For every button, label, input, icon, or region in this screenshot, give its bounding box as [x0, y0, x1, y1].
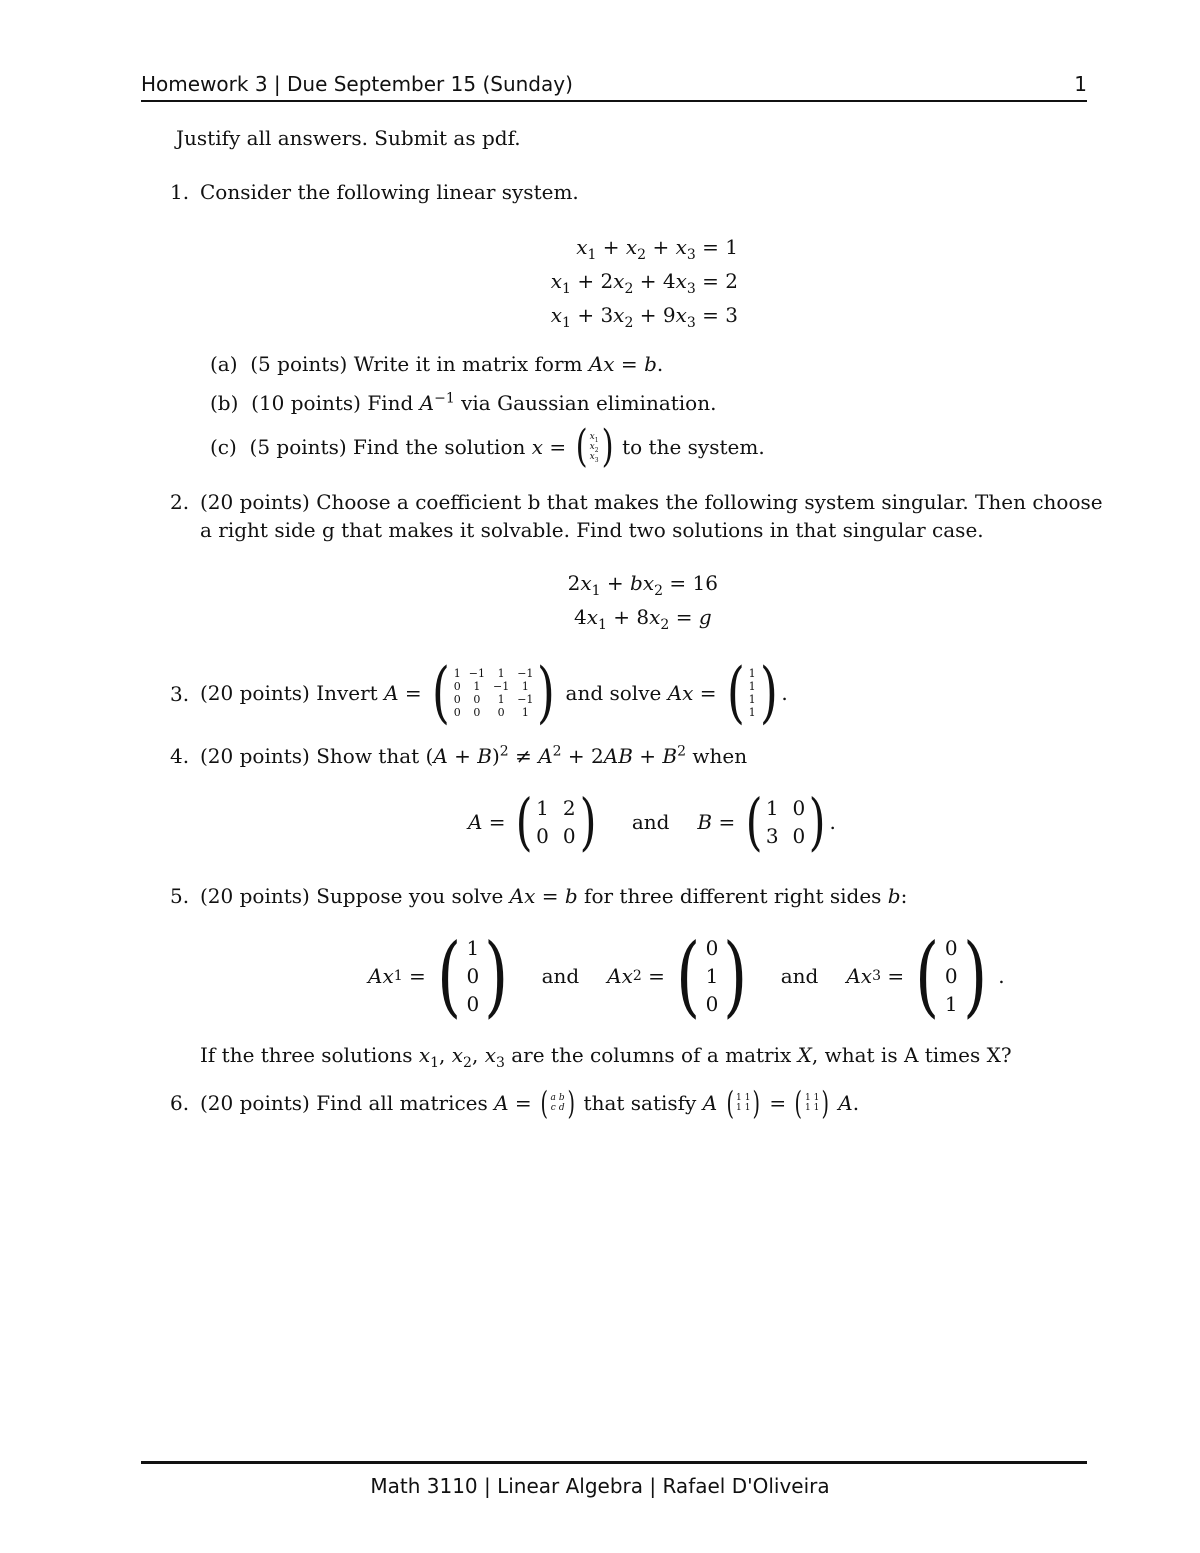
q1-number: 1.: [170, 180, 190, 204]
matrix-entry: 1: [813, 1103, 820, 1113]
q5-line: (20 points) Suppose you solve Ax = b for three different right sides b:: [200, 884, 908, 908]
q5-followup: If the three solutions $x_1$, $x_2$, $x_3$ are the columns of a matrix X, what is A times X?: [200, 1043, 1012, 1071]
matrix-entry: 0: [792, 824, 806, 848]
q2-line-1: (20 points) Choose a coefficient b that makes the following system singular. Then choose: [200, 490, 1103, 514]
matrix-entry: 0: [705, 936, 719, 960]
footer-text: Math 3110 | Linear Algebra | Rafael D'Oliveira: [370, 1474, 830, 1498]
matrix-entry: b: [558, 1093, 565, 1103]
q3-line: (20 points) Invert A = ( 1 −1 1 −1 0 1 −1 1 0 0 1 −1 0 0 0 1 ) and solve Ax = ( 1 1 1 1 ) .: [200, 654, 788, 731]
matrix-entry: d: [558, 1103, 565, 1113]
q5-equations: Ax 1 = ( 1 0 0 ) and Ax 2 = ( 0 1 0 ) and Ax 3 = ( 0 0 1 ) .: [368, 924, 1005, 1027]
q1c-label: (c): [210, 435, 237, 459]
q3-matrix-A: ( 1 −1 1 −1 0 1 −1 1 0 0 1 −1 0 0 0 1 ): [431, 654, 556, 731]
matrix-entry: 1: [453, 667, 461, 680]
vector-entry: $x_1$: [589, 432, 599, 444]
q1a-text: (5 points) Write it in matrix form: [250, 352, 583, 376]
q1b-text: (10 points) Find: [251, 391, 414, 415]
matrix-entry: −1: [468, 667, 485, 680]
matrix-entry: 1: [521, 680, 529, 693]
q4-number: 4.: [170, 744, 190, 768]
q1-equation-1: $x_1 + x_2 + x_3 = 1$: [576, 235, 738, 263]
q4-text: (20 points) Show that: [200, 744, 420, 768]
q4-and: and: [631, 810, 670, 834]
matrix-entry: c: [550, 1103, 556, 1113]
matrix-entry: 1: [521, 706, 529, 719]
matrix-entry: 0: [944, 964, 958, 988]
q1-equation-2: $x_1 + 2x_2 + 4x_3 = 2$: [550, 269, 738, 297]
matrix-entry: 3: [765, 824, 779, 848]
q1-rhs-2: 2: [725, 269, 738, 293]
q5-and-2: and: [780, 964, 819, 988]
matrix-entry: 1: [765, 796, 779, 820]
q2-equation-2: $4x_1 + 8x_2 = g$: [574, 605, 712, 633]
matrix-entry: 1: [466, 936, 480, 960]
matrix-entry: 2: [562, 796, 576, 820]
matrix-entry: 0: [466, 964, 480, 988]
matrix-entry: 1: [748, 680, 756, 693]
matrix-entry: −1: [492, 680, 510, 693]
q6-line: (20 points) Find all matrices A = ( a b c d ) that satisfy A ( 1 1 1 1 ) = ( 1 1 1 1 ) A .: [200, 1084, 860, 1122]
header-title: Homework 3 | Due September 15 (Sunday): [141, 72, 573, 96]
matrix-entry: 0: [944, 936, 958, 960]
q1c-solution-vector: ( $x_1$ $x_2$ $x_3$ ): [575, 421, 614, 472]
matrix-entry: 0: [466, 992, 480, 1016]
matrix-entry: 1: [473, 680, 481, 693]
matrix-entry: 1: [736, 1103, 742, 1113]
matrix-entry: 1: [748, 706, 756, 719]
matrix-entry: 0: [536, 824, 549, 848]
q5-vector-e2: ( 0 1 0 ): [676, 924, 748, 1027]
matrix-entry: 1: [744, 1103, 751, 1113]
q6-text: (20 points) Find all matrices: [200, 1091, 488, 1115]
q4-matrices: A = ( 1 2 0 0 ) and B = ( 1 0 3 0 ) .: [468, 785, 836, 858]
q6-ones-matrix-left: ( 1 1 1 1 ): [726, 1084, 761, 1122]
vector-entry: $x_2$: [589, 442, 599, 454]
matrix-entry: 1: [497, 667, 505, 680]
matrix-entry: 1: [536, 796, 549, 820]
vector-entry: $x_3$: [589, 452, 599, 464]
matrix-entry: 1: [944, 992, 958, 1016]
matrix-entry: 0: [497, 706, 505, 719]
matrix-entry: 0: [453, 693, 461, 706]
matrix-entry: 1: [705, 964, 719, 988]
q6-number: 6.: [170, 1091, 190, 1115]
matrix-entry: 0: [705, 992, 719, 1016]
matrix-entry: 0: [792, 796, 806, 820]
q5-number: 5.: [170, 884, 190, 908]
matrix-entry: 1: [804, 1103, 811, 1113]
matrix-entry: 1: [748, 693, 756, 706]
q2-system: [520, 566, 718, 634]
page-number: 1: [1074, 72, 1087, 96]
matrix-entry: 0: [473, 706, 481, 719]
q1-rhs-3: 3: [725, 303, 738, 327]
q3-rhs-vector: ( 1 1 1 1 ): [726, 654, 778, 731]
q1-part-a: (a) (5 points) Write it in matrix form Ax = b.: [210, 352, 664, 376]
q4-matrix-A: ( 1 2 0 0 ): [515, 785, 597, 858]
q5-vector-e1: ( 1 0 0 ): [437, 924, 509, 1027]
q1a-label: (a): [210, 352, 238, 376]
q3-text: (20 points) Invert: [200, 681, 378, 705]
q1-part-b: (b) (10 points) Find $A^{-1}$ via Gaussian elimination.: [210, 390, 717, 415]
matrix-entry: 0: [453, 680, 461, 693]
matrix-entry: 0: [562, 824, 576, 848]
q1b-label: (b): [210, 391, 239, 415]
q1-system: [500, 230, 738, 332]
q1-text: Consider the following linear system.: [200, 180, 579, 204]
q5-vector-e3: ( 0 0 1 ): [915, 924, 987, 1027]
q1-equation-3: $x_1 + 3x_2 + 9x_3 = 3$: [550, 303, 738, 331]
footer-rule: [141, 1461, 1087, 1464]
matrix-entry: 1: [748, 667, 756, 680]
q2-number: 2.: [170, 490, 190, 514]
q4-line: (20 points) Show that $(A + B)^2 \ne A^2 + 2AB + B^2$ when: [200, 743, 748, 768]
page-header: [141, 70, 1087, 102]
q5-and-1: and: [541, 964, 580, 988]
matrix-entry: 0: [453, 706, 461, 719]
q1-rhs-1: 1: [725, 235, 738, 259]
matrix-entry: 1: [804, 1093, 811, 1103]
matrix-entry: −1: [517, 693, 534, 706]
matrix-entry: 0: [473, 693, 481, 706]
matrix-entry: 1: [813, 1093, 820, 1103]
q1c-text: (5 points) Find the solution: [249, 435, 526, 459]
q1-part-c: (c) (5 points) Find the solution x = ( $x_1$ $x_2$ $x_3$ ) to the system.: [210, 421, 765, 472]
q6-ones-matrix-right: ( 1 1 1 1 ): [794, 1084, 830, 1122]
matrix-entry: 1: [497, 693, 505, 706]
matrix-entry: 1: [744, 1093, 751, 1103]
q5-text: (20 points) Suppose you solve: [200, 884, 504, 908]
q3-number: 3.: [170, 682, 190, 706]
q2-line-2: a right side g that makes it solvable. Find two solutions in that singular case.: [200, 518, 984, 542]
q4-matrix-B: ( 1 0 3 0 ): [745, 785, 826, 858]
matrix-entry: a: [550, 1093, 556, 1103]
intro-text: Justify all answers. Submit as pdf.: [176, 126, 521, 150]
q2-equation-1: $2x_1 + bx_2 = 16$: [567, 571, 718, 599]
matrix-entry: −1: [517, 667, 534, 680]
q6-matrix-A: ( a b c d ): [540, 1084, 575, 1122]
matrix-entry: 1: [736, 1093, 742, 1103]
